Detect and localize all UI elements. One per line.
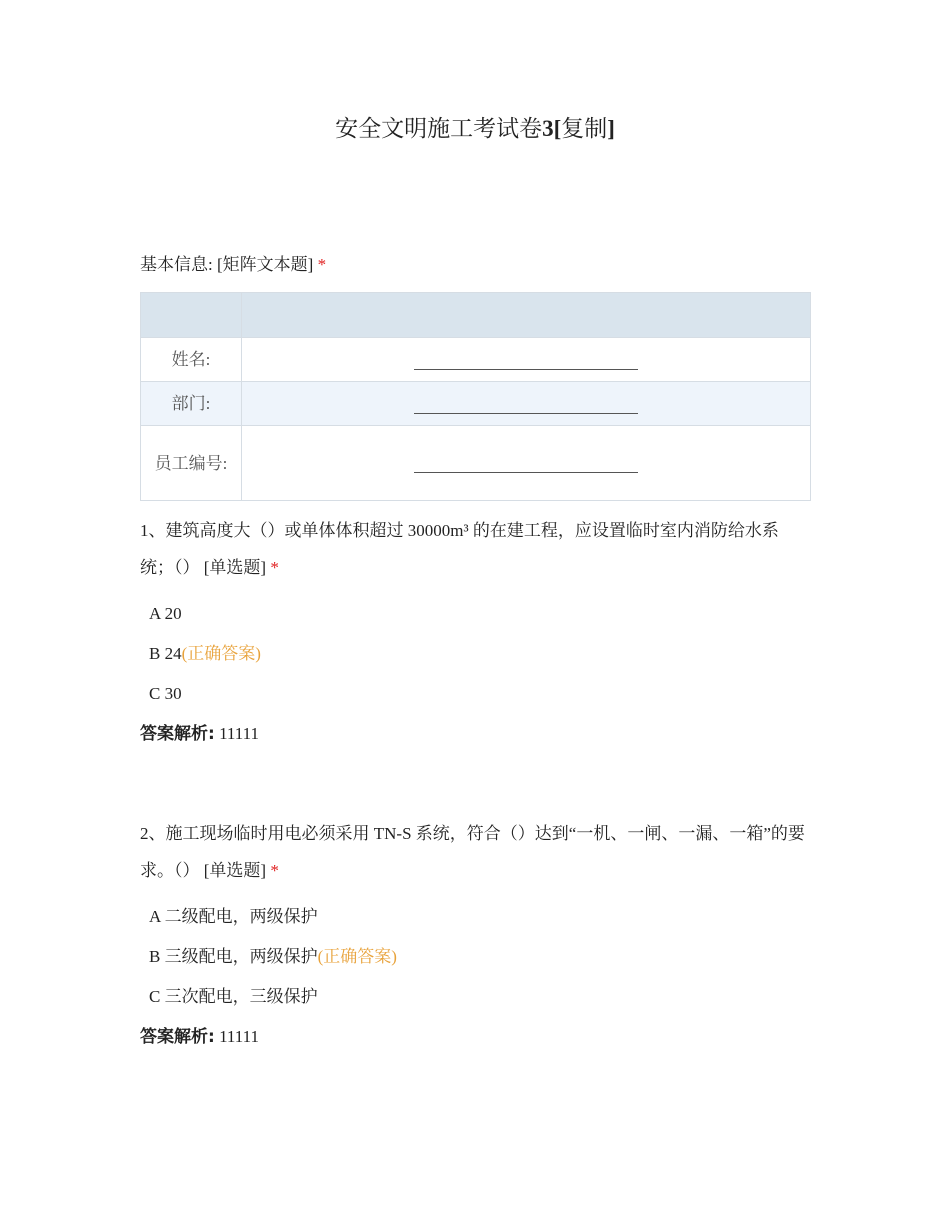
option-text: C 三次配电，三级保护	[149, 987, 318, 1006]
question-type: [单选题]	[203, 558, 267, 577]
matrix-row-label: 姓名:	[141, 338, 242, 382]
question-2-text	[140, 815, 812, 889]
matrix-row-label: 员工编号:	[141, 426, 242, 501]
option-b[interactable]	[140, 634, 812, 674]
title-number: 3	[542, 116, 554, 141]
option-text: B 三级配电，两级保护	[149, 947, 318, 966]
basic-info-section	[140, 246, 812, 501]
answer-analysis	[140, 714, 812, 754]
question-text: 基本信息:	[140, 255, 213, 274]
blank-line	[414, 448, 638, 473]
required-mark: *	[317, 255, 327, 274]
required-mark: *	[270, 861, 279, 880]
department-field[interactable]	[242, 382, 811, 426]
matrix-row-employee-id	[141, 426, 811, 501]
option-list	[140, 594, 812, 714]
option-text: C 30	[149, 684, 182, 703]
option-text: B 24	[149, 644, 182, 663]
analysis-label: 答案解析:	[140, 1027, 215, 1047]
correct-label: (正确答案)	[317, 947, 397, 966]
question-1	[140, 512, 812, 754]
matrix-header-cell	[141, 293, 242, 338]
option-b[interactable]	[140, 937, 812, 977]
option-text: A 20	[149, 604, 182, 623]
matrix-table	[140, 292, 811, 501]
matrix-row-name	[141, 338, 811, 382]
matrix-header-cell	[242, 293, 811, 338]
name-field[interactable]	[242, 338, 811, 382]
employee-id-field[interactable]	[242, 426, 811, 501]
question-type: [矩阵文本题]	[216, 255, 314, 274]
option-list	[140, 897, 812, 1017]
title-bracket-close: ]	[607, 116, 615, 141]
analysis-label: 答案解析:	[140, 724, 215, 744]
option-a[interactable]	[140, 897, 812, 937]
correct-label: (正确答案)	[181, 644, 261, 663]
option-c[interactable]	[140, 977, 812, 1017]
option-c[interactable]	[140, 674, 812, 714]
blank-line	[414, 345, 638, 370]
matrix-row-label: 部门:	[141, 382, 242, 426]
basic-info-question	[140, 246, 812, 283]
option-text: A 二级配电，两级保护	[149, 907, 318, 926]
required-mark: *	[270, 558, 279, 577]
question-1-text	[140, 512, 812, 586]
analysis-value: 11111	[219, 724, 260, 743]
option-a[interactable]	[140, 594, 812, 634]
question-text: 2、施工现场临时用电必须采用 TN-S 系统，符合（）达到“一机、一闸、一漏、一箱”的要求。（）	[140, 824, 805, 880]
question-2	[140, 815, 812, 1057]
matrix-header-row	[141, 293, 811, 338]
question-type: [单选题]	[203, 861, 267, 880]
page-title	[0, 110, 950, 143]
answer-analysis	[140, 1017, 812, 1057]
title-suffix-text: 复制	[561, 116, 608, 141]
title-bracket-open: [	[553, 116, 562, 141]
question-text: 1、建筑高度大（）或单体体积超过 30000m³ 的在建工程，应设置临时室内消防给水系统；（）	[140, 521, 779, 577]
matrix-row-department	[141, 382, 811, 426]
title-text: 安全文明施工考试卷	[335, 116, 543, 141]
analysis-value: 11111	[219, 1027, 260, 1046]
blank-line	[414, 389, 638, 414]
